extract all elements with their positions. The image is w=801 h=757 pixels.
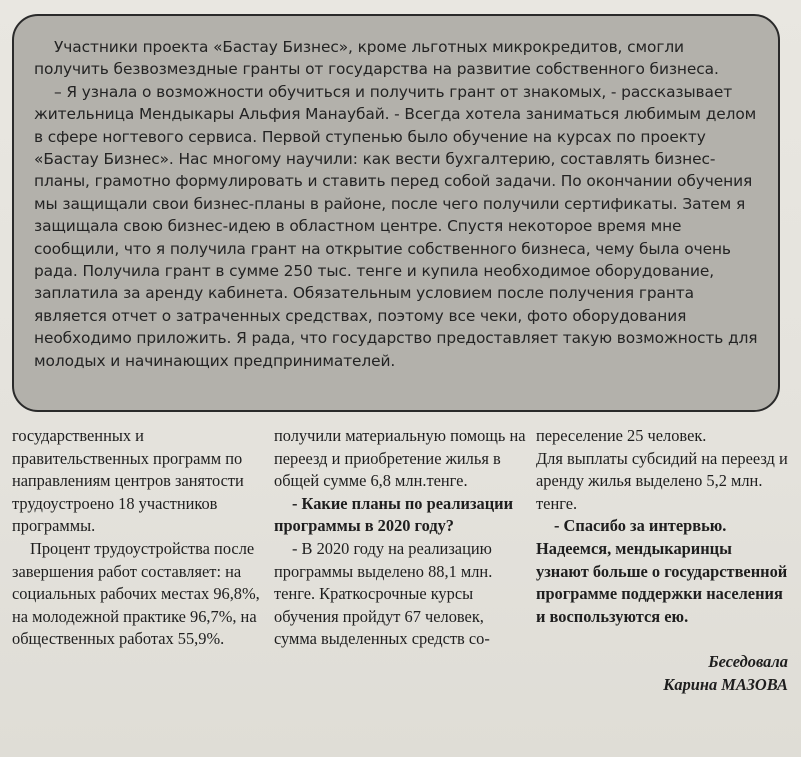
interview-closing: - Спасибо за интервью. Надеемся, мендыкаринцы узнают больше о государственной программе поддержки населения и воспользуются ею.: [536, 516, 788, 626]
interview-question: - Какие планы по реализации программы в 2020 году?: [274, 493, 514, 536]
column-2-paragraph-2: - В 2020 году на реализацию программы выделено 88,1 млн. тенге. Краткосрочные курсы обучения пройдут 67 человек, сумма выделенных средств со-: [274, 538, 493, 649]
column-1-paragraph-2: Процент трудоустройства после завершения работ составляет: на социальных рабочих местах 96,8%, на молодежной практике 96,7%, на общественных работах 55,9%.: [12, 538, 260, 649]
box-paragraph-quote: – Я узнала о возможности обучиться и получить грант от знакомых, - рассказывает жительница Мендыкары Альфия Манаубай. - Всегда хотела заниматься любимым делом в сфере ногтевого сервиса. Первой ступенью было обучение на курсах по проекту «Бастау Бизнес». Нас многому научили: как вести бухгалтерию, составлять бизнес-планы, грамотно формулировать и ставить перед собой задачи. По окончании обучения мы защищали свои бизнес-планы в районе, после чего получили сертификаты. Затем я защищала свою бизнес-идею в областном центре. Спустя некоторое время мне сообщили, что я получила грант на открытие собственного бизнеса, чему была очень рада. Получила грант в сумме 250 тыс. тенге и купила необходимое оборудование, заплатила за аренду кабинета. Обязательным условием после получения гранта является отчет о затраченных средствах, поэтому все чеки, фото оборудования необходимо приложить. Я рада, что государство предоставляет такую возможность для молодых и начинающих предпринимателей.: [34, 82, 758, 370]
column-1: [12, 425, 262, 651]
author-name: Карина МАЗОВА: [663, 675, 788, 695]
box-paragraph-intro: Участники проекта «Бастау Бизнес», кроме льготных микрокредитов, смогли получить безвозмездные гранты от государства на развитие собственного бизнеса.: [34, 38, 719, 79]
column-1-paragraph-1: государственных и правительственных программ по направлениям центров занятости трудоустроено 18 участников программы.: [12, 426, 244, 536]
interviewer-label: Беседовала: [708, 652, 788, 672]
column-3: [536, 425, 788, 696]
column-2-paragraph-1: получили материальную помощь на переезд и приобретение жилья в общей сумме 6,8 млн.тенге.: [274, 426, 526, 491]
highlight-box: [12, 14, 780, 412]
column-3-paragraph-1: переселение 25 человек.: [536, 426, 707, 445]
column-3-paragraph-2: Для выплаты субсидий на переезд и аренду жилья выделено 5,2 млн. тенге.: [536, 448, 788, 513]
article-columns: [12, 425, 787, 745]
column-2: [274, 425, 526, 651]
